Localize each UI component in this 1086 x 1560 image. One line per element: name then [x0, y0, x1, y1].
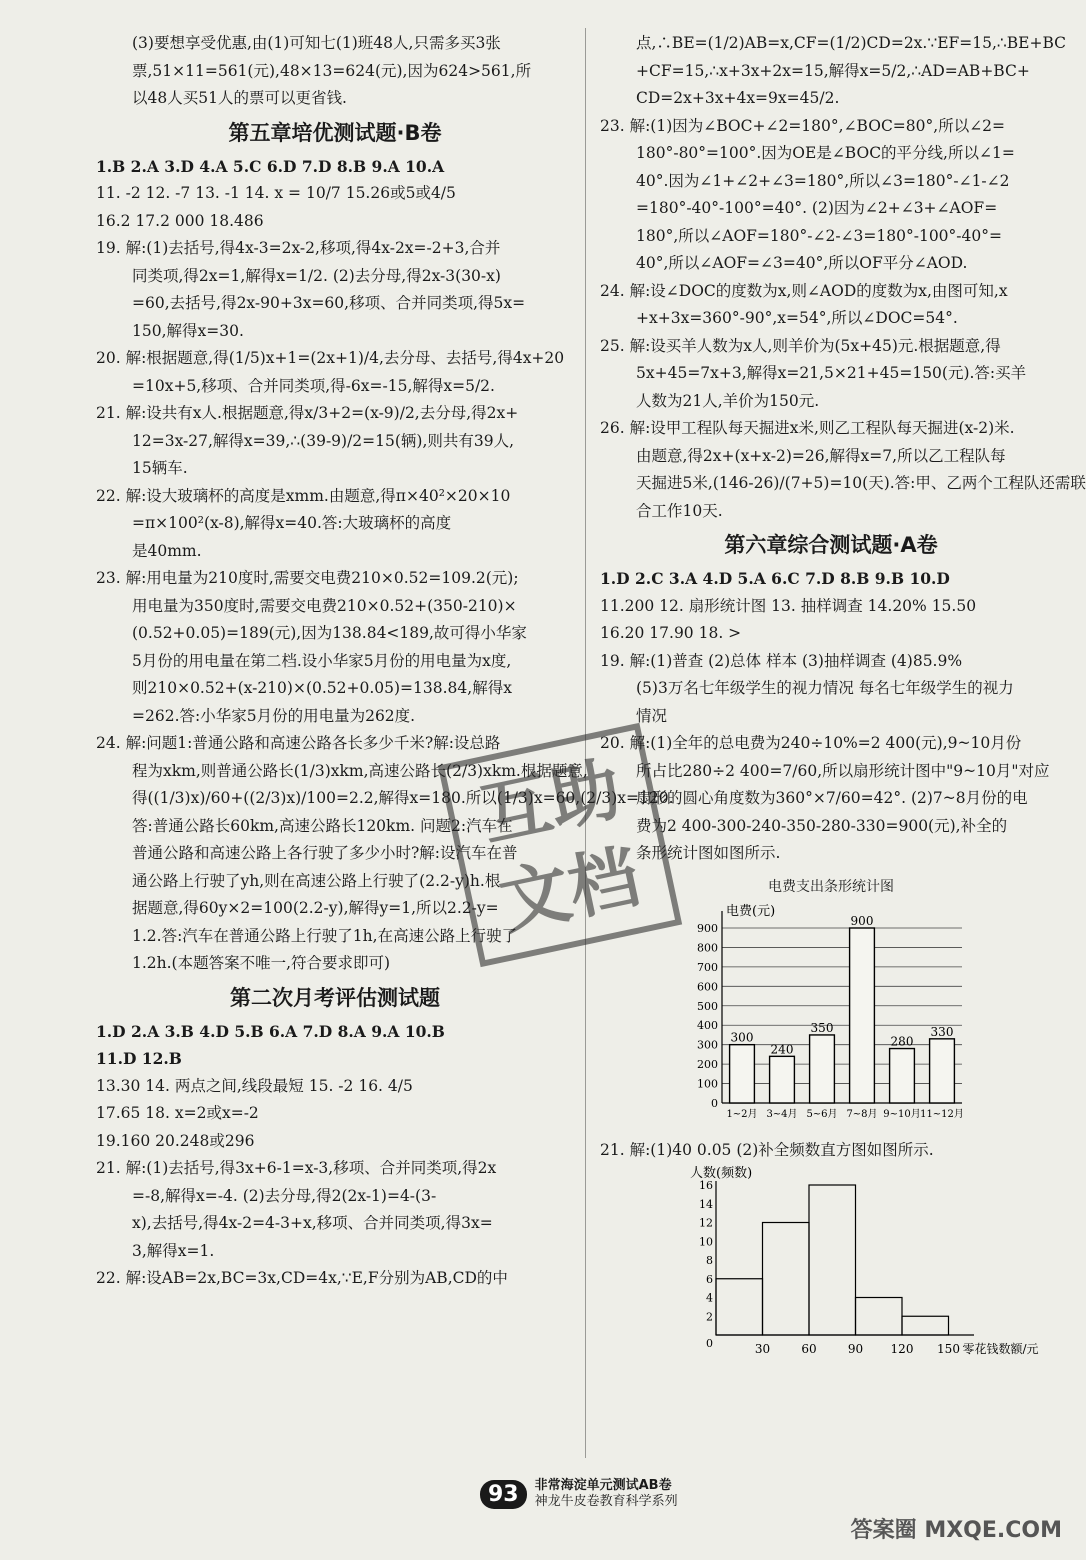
brand-line-1: 非常海淀单元测试AB卷: [534, 1478, 672, 1493]
text-line: 是40mm.: [132, 541, 202, 560]
text-line: =262.答:小华家5月份的用电量为262度.: [132, 706, 416, 725]
text-line: 3,解得x=1.: [132, 1241, 215, 1260]
y-tick-label: 900: [697, 922, 718, 935]
text-line: 由题意,得2x+(x+x-2)=26,解得x=7,所以乙工程队每: [636, 446, 1006, 465]
answer-21-line: 21. 解:(1)40 0.05 (2)补全频数直方图如图所示.: [600, 1141, 934, 1159]
text-line: 据题意,得60y×2=100(2.2-y),解得y=1,所以2.2-y=: [132, 899, 499, 917]
section-heading: 第二次月考评估测试题: [230, 985, 440, 1010]
text-line: 19. 解:(1)普查 (2)总体 样本 (3)抽样调查 (4)85.9%: [600, 651, 963, 670]
y-axis-label: 电费(元): [726, 904, 776, 919]
text-line: 180°,所以∠AOF=180°-∠2-∠3=180°-100°-40°=: [636, 226, 1002, 245]
x-tick-label: 60: [801, 1341, 817, 1356]
histogram-bar: [716, 1278, 763, 1334]
text-line: 19.160 20.248或296: [96, 1131, 255, 1150]
histogram-bar: [809, 1185, 856, 1335]
text-line: 40°.因为∠1+∠2+∠3=180°,所以∠3=180°-∠1-∠2: [636, 171, 1010, 190]
text-line: 费为2 400-300-240-350-280-330=900(元),补全的: [636, 816, 1008, 835]
bar-chart-title: 电费支出条形统计图: [768, 878, 894, 895]
text-line: 以48人买51人的票可以更省钱.: [132, 89, 347, 107]
y-tick-label: 12: [699, 1216, 713, 1229]
bar-value-label: 900: [850, 914, 874, 928]
bar-value-label: 300: [730, 1030, 754, 1045]
y-tick-label: 2: [706, 1309, 713, 1323]
bar: [850, 928, 875, 1103]
text-line: +x+3x=360°-90°,x=54°,所以∠DOC=54°.: [636, 309, 958, 327]
text-line: 通公路上行驶了yh,则在高速公路上行驶了(2.2-y)h.根: [132, 871, 501, 890]
x-tick-label: 3~4月: [766, 1109, 798, 1120]
text-line: 20. 解:(1)全年的总电费为240÷10%=2 400(元),9~10月份: [600, 734, 1022, 752]
bar: [770, 1056, 795, 1103]
y-tick-label: 200: [697, 1058, 718, 1072]
text-line: 票,51×11=561(元),48×13=624(元),因为624>561,所: [132, 61, 532, 80]
text-line: 1.2h.(本题答案不唯一,符合要求即可): [132, 954, 391, 972]
x-tick-label: 30: [754, 1341, 771, 1356]
histogram-bar: [763, 1222, 810, 1335]
text-line: 用电量为350度时,需要交电费210×0.52+(350-210)×: [132, 596, 517, 615]
y-tick-label: 10: [699, 1234, 713, 1248]
y-tick-label: 800: [697, 941, 718, 955]
text-line: 22. 解:设AB=2x,BC=3x,CD=4x,∵E,F分别为AB,CD的中: [96, 1269, 508, 1287]
text-line: 5月份的用电量在第二档.设小华家5月份的用电量为x度,: [132, 651, 512, 670]
text-line: 16.20 17.90 18. >: [600, 624, 742, 642]
text-line: 40°,所以∠AOF=∠3=40°,所以OF平分∠AOD.: [636, 254, 968, 272]
bar-value-label: 330: [930, 1024, 954, 1039]
y-tick-label: 300: [697, 1038, 718, 1052]
y-tick-label: 600: [697, 980, 718, 994]
text-line: (5)3万名七年级学生的视力情况 每名七年级学生的视力: [636, 679, 1014, 697]
text-line: 扇形的圆心角度数为360°×7/60=42°. (2)7~8月份的电: [636, 789, 1028, 807]
bar-value-label: 240: [770, 1042, 794, 1057]
x-tick-label: 7~8月: [846, 1109, 878, 1120]
bar: [730, 1045, 755, 1103]
right-column-text: [600, 30, 1086, 868]
brand-line-2: 神龙牛皮卷教育科学系列: [534, 1494, 678, 1509]
right-column: [600, 30, 1086, 1365]
watermark-text-bottom: 文档: [492, 834, 647, 945]
text-line: 条形统计图如图所示.: [636, 844, 781, 862]
page-number: 93: [480, 1480, 527, 1509]
y-tick-label: 16: [699, 1178, 713, 1192]
text-line: 17.65 18. x=2或x=-2: [96, 1104, 259, 1122]
y-tick-label: 500: [697, 999, 718, 1013]
text-line: 人数为21人,羊价为150元.: [636, 391, 820, 410]
text-line: 22. 解:设大玻璃杯的高度是xmm.由题意,得π×40²×20×10: [96, 486, 511, 505]
text-line: 天掘进5米,(146-26)/(7+5)=10(天).答:甲、乙两个工程队还需联: [636, 474, 1086, 492]
y-axis-label: 人数(频数): [690, 1165, 753, 1181]
x-tick-label: 150: [937, 1341, 960, 1356]
text-line: 16.2 17.2 000 18.486: [96, 211, 264, 230]
text-line: 合工作10天.: [636, 501, 723, 520]
bar: [810, 1035, 835, 1103]
y-tick-label: 8: [706, 1253, 713, 1267]
text-line: 21. 解:设共有x人.根据题意,得x/3+2=(x-9)/2,去分母,得2x+: [96, 404, 519, 422]
x-tick-label: 120: [890, 1341, 914, 1356]
text-line: 23. 解:(1)因为∠BOC+∠2=180°,∠BOC=80°,所以∠2=: [600, 116, 1006, 135]
x-tick-label: 5~6月: [806, 1109, 838, 1120]
text-line: 程为xkm,则普通公路长(1/3)xkm,高速公路长(2/3)xkm.根据题意,: [132, 761, 588, 780]
y-tick-label: 14: [699, 1197, 713, 1211]
watermark-text-top: 互助: [473, 746, 628, 857]
brand-text: [535, 1478, 678, 1510]
text-line: 得((1/3)x)/60+((2/3)x)/100=2.2,解得x=180.所以(1/3)x=60,(2/3)x=120.: [132, 789, 674, 807]
y-tick-label: 6: [706, 1272, 713, 1286]
text-line: 则210×0.52+(x-210)×(0.52+0.05)=138.84,解得x: [132, 679, 512, 697]
section-heading: 第六章综合测试题·A卷: [724, 533, 938, 557]
y-tick-label: 4: [706, 1291, 713, 1304]
text-line: 20. 解:根据题意,得(1/5)x+1=(2x+1)/4,去分母、去括号,得4x+20: [96, 349, 565, 367]
x-tick-label: 90: [847, 1341, 864, 1356]
text-line: 23. 解:用电量为210度时,需要交电费210×0.52=109.2(元);: [96, 569, 519, 587]
bar: [930, 1039, 955, 1103]
text-line: (0.52+0.05)=189(元),因为138.84<189,故可得小华家: [132, 624, 527, 642]
section-heading: 第五章培优测试题·B卷: [228, 120, 442, 145]
y-tick-label: 400: [697, 1019, 718, 1033]
page-footer: [480, 1478, 678, 1510]
text-line: 24. 解:设∠DOC的度数为x,则∠AOD的度数为x,由图可知,x: [600, 281, 1008, 300]
text-line: 11. -2 12. -7 13. -1 14. x = 10/7 15.26或5或4/5: [96, 184, 456, 202]
text-line: 19. 解:(1)去括号,得4x-3=2x-2,移项,得4x-2x=-2+3,合并: [96, 239, 501, 257]
text-line: 15辆车.: [132, 459, 188, 477]
origin-label: 0: [706, 1336, 713, 1350]
text-line: =10x+5,移项、合并同类项,得-6x=-15,解得x=5/2.: [132, 376, 495, 395]
text-line: 24. 解:问题1:普通公路和高速公路各长多少千米?解:设总路: [96, 734, 501, 752]
text-line: +CF=15,∴x+3x+2x=15,解得x=5/2,∴AD=AB+BC+: [636, 61, 1030, 80]
text-line: (3)要想享受优惠,由(1)可知七(1)班48人,只需多买3张: [132, 34, 501, 52]
text-line: 25. 解:设买羊人数为x人,则羊价为(5x+45)元.根据题意,得: [600, 336, 1001, 355]
text-line: 21. 解:(1)去括号,得3x+6-1=x-3,移项、合并同类项,得2x: [96, 1159, 497, 1177]
text-line: 1.D 2.A 3.B 4.D 5.B 6.A 7.D 8.A 9.A 10.B: [96, 1021, 445, 1041]
text-line: 所占比280÷2 400=7/60,所以扇形统计图中"9~10月"对应: [636, 761, 1050, 780]
text-line: x),去括号,得4x-2=4-3+x,移项、合并同类项,得3x=: [132, 1214, 493, 1232]
text-line: 1.B 2.A 3.D 4.A 5.C 6.D 7.D 8.B 9.A 10.A: [96, 156, 445, 176]
column-divider: [585, 28, 586, 1458]
x-axis-label: 零花钱数额/元: [962, 1341, 1039, 1356]
histogram-bar: [902, 1316, 949, 1335]
text-line: 13.30 14. 两点之间,线段最短 15. -2 16. 4/5: [96, 1076, 413, 1095]
text-line: CD=2x+3x+4x=9x=45/2.: [636, 89, 840, 107]
text-line: 180°-80°=100°.因为OE是∠BOC的平分线,所以∠1=: [636, 144, 1015, 162]
text-line: 同类项,得2x=1,解得x=1/2. (2)去分母,得2x-3(30-x): [132, 266, 501, 285]
text-line: 12=3x-27,解得x=39,∴(39-9)/2=15(辆),则共有39人,: [132, 431, 515, 450]
histogram-bar: [856, 1297, 903, 1335]
text-line: =-8,解得x=-4. (2)去分母,得2(2x-1)=4-(3-: [132, 1186, 437, 1205]
bar-value-label: 280: [890, 1034, 914, 1049]
text-line: =π×100²(x-8),解得x=40.答:大玻璃杯的高度: [132, 514, 452, 532]
text-line: 1.D 2.C 3.A 4.D 5.A 6.C 7.D 8.B 9.B 10.D: [600, 569, 950, 588]
text-line: 情况: [636, 706, 668, 725]
text-line: =60,去括号,得2x-90+3x=60,移项、合并同类项,得5x=: [132, 294, 526, 312]
bar-chart: [680, 903, 980, 1133]
text-line: 11.200 12. 扇形统计图 13. 抽样调查 14.20% 15.50: [600, 596, 977, 615]
text-line: 26. 解:设甲工程队每天掘进x米,则乙工程队每天掘进(x-2)米.: [600, 419, 1015, 437]
x-tick-label: 11~12月: [920, 1109, 964, 1120]
x-tick-label: 1~2月: [726, 1109, 758, 1120]
histogram-chart: [690, 1165, 1039, 1365]
y-tick-label: 0: [711, 1097, 718, 1110]
text-line: =180°-40°-100°=40°. (2)因为∠2+∠3+∠AOF=: [636, 199, 998, 217]
text-line: 答:普通公路长60km,高速公路长120km. 问题2:汽车在: [132, 816, 513, 835]
text-line: 点,∴BE=(1/2)AB=x,CF=(1/2)CD=2x.∵EF=15,∴BE+BC: [636, 34, 1067, 52]
text-line: 11.D 12.B: [96, 1049, 182, 1068]
y-tick-label: 100: [697, 1077, 718, 1091]
text-line: 5x+45=7x+3,解得x=21,5×21+45=150(元).答:买羊: [636, 364, 1027, 382]
bar: [890, 1049, 915, 1103]
text-line: 150,解得x=30.: [132, 321, 244, 340]
x-tick-label: 9~10月: [883, 1109, 921, 1120]
corner-watermark: 答案圈 MXQE.COM: [850, 1518, 1062, 1543]
text-line: 普通公路和高速公路上各行驶了多少小时?解:设汽车在普: [132, 844, 518, 862]
y-tick-label: 700: [697, 960, 718, 974]
bar-value-label: 350: [810, 1020, 834, 1035]
text-line: 1.2.答:汽车在普通公路上行驶了1h,在高速公路上行驶了: [132, 926, 518, 945]
